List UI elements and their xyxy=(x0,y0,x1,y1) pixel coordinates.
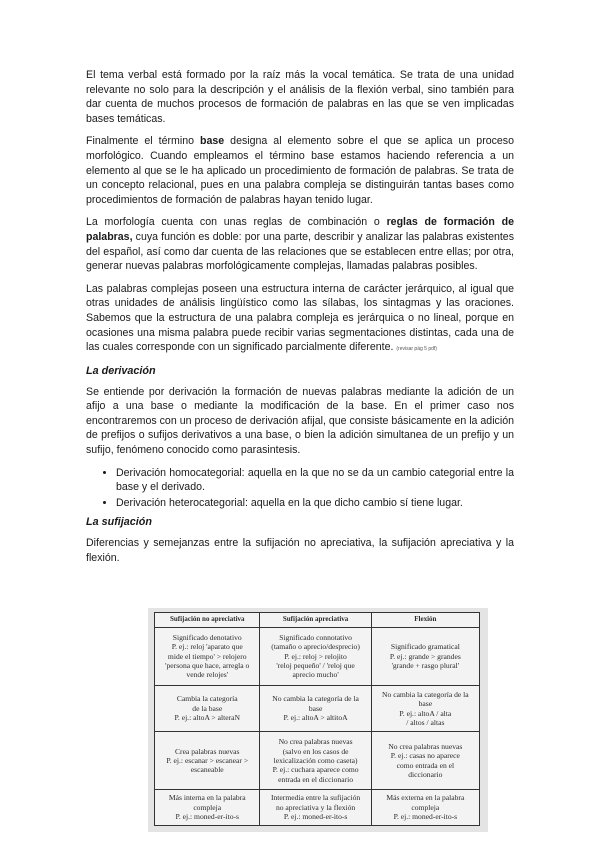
table-row xyxy=(155,628,480,686)
cell-line: P. ej.: moned-er-ito-s xyxy=(393,812,458,822)
cell-line: P. ej.: altoA > alteraN xyxy=(174,713,240,723)
paragraph-base xyxy=(86,134,514,207)
cell-line: vende relojes' xyxy=(186,670,229,680)
cell-line: base xyxy=(308,703,323,713)
text-run: La morfología cuenta con unas reglas de combinación o xyxy=(86,216,387,229)
table-cell xyxy=(371,628,479,686)
list-item: • Derivación homocategorial: aquella en la que no se da un cambio categorial entre la base y el derivado. xyxy=(116,466,514,495)
cell-line: / altos / altas xyxy=(406,717,445,727)
paragraph-diferencias: Diferencias y semejanzas entre la sufijación no apreciativa, la sufijación apreciativa y la flexión. xyxy=(86,537,514,565)
cell-line: compleja xyxy=(411,802,440,812)
text-run: designa al elemento sobre el que se aplica un proceso morfológico. Cuando empleamos el término base estamos haciendo referencia a un elemento al que se le ha aplicado un procedimiento de formación de palabras. Se trata de un concepto relacional, pues en una palabra compleja se distinguirán tantas bases como procedimientos de formación de palabras hayan tenido lugar. xyxy=(86,135,514,206)
cell-line: No cambia la categoría de la xyxy=(382,689,469,699)
comparison-table xyxy=(154,612,480,826)
table-row xyxy=(155,685,480,732)
term-base: base xyxy=(200,135,225,148)
cell-line: No crea palabras nuevas xyxy=(278,737,353,747)
cell-line: base xyxy=(418,699,433,709)
table-body xyxy=(155,628,480,826)
text-run: cuya función es doble: por una parte, describir y analizar las palabras existentes del español, así como dar cuenta de las relaciones que se establecen entre ellas; por otra, generar nuevas palabras morfológicamente complejas, llamadas palabras posibles. xyxy=(86,230,514,273)
cell-line: P. ej.: reloj > relojito xyxy=(284,651,347,661)
list-item: • Derivación heterocategorial: aquella en la que dicho cambio sí tiene lugar. xyxy=(116,496,514,511)
cell-line: Más interna en la palabra xyxy=(168,793,246,803)
paragraph-derivacion: Se entiende por derivación la formación de nuevas palabras mediante la adición de un afijo a una base o mediante la modificación de la base. En el primer caso nos encontraremos con un proceso de derivación afijal, que consiste básicamente en la adición de prefijos o sufijos derivativos a una base, o bien la adición simultanea de un prefijo y un sufijo, fenómeno conocido como parasintesis. xyxy=(86,385,514,457)
cell-line: P. ej.: altoA > altitoA xyxy=(283,713,348,723)
cell-line: no apreciativa y la flexión xyxy=(275,802,356,812)
cell-line: (tamaño o aprecio/desprecio) xyxy=(271,642,360,652)
heading-sufijacion: La sufijación xyxy=(86,516,152,529)
table-cell xyxy=(260,732,371,790)
column-header: Flexión xyxy=(371,613,479,628)
table-cell xyxy=(260,628,371,686)
heading-derivacion: La derivación xyxy=(86,364,156,377)
cell-line: Crea palabras nuevas xyxy=(174,746,240,756)
table-row xyxy=(155,732,480,790)
cell-line: 'grande + rasgo plural' xyxy=(391,661,460,671)
table-cell xyxy=(155,628,260,686)
table-cell xyxy=(155,685,260,732)
cell-line: P. ej.: reloj 'aparato que xyxy=(171,642,243,652)
bullet-list xyxy=(86,466,514,511)
cell-line: P. ej.: escanar > escanear > xyxy=(166,756,249,766)
table-cell xyxy=(155,732,260,790)
cell-line: P. ej.: moned-er-ito-s xyxy=(175,812,240,822)
document-body xyxy=(86,68,514,574)
cell-line: Significado connotativo xyxy=(279,632,352,642)
paragraph-palabras-complejas xyxy=(86,282,514,357)
cell-line: P. ej.: cuchara aparece como xyxy=(272,765,359,775)
paragraph-tema-verbal: El tema verbal está formado por la raíz más la vocal temática. Se trata de una unidad relevante no solo para la descripción y el análisis de la flexión verbal, sino también para dar cuenta de muchos procesos de formación de palabras en las que se ven implicadas bases temáticas. xyxy=(86,69,514,125)
revision-note: (revisar pág 5 pdf) xyxy=(396,346,437,353)
table-cell xyxy=(371,732,479,790)
cell-line: P. ej.: altoA / alta xyxy=(399,708,452,718)
table-header-row xyxy=(155,613,480,628)
cell-line: P. ej.: grande > grandes xyxy=(389,651,461,661)
column-header: Sufijación no apreciativa xyxy=(155,613,260,628)
cell-line: P. ej.: casas no aparece xyxy=(390,751,460,761)
cell-line: Más externa en la palabra xyxy=(386,793,465,803)
cell-line: Significado denotativo xyxy=(172,632,242,642)
cell-line: de la base xyxy=(192,703,223,713)
cell-line: Significado gramatical xyxy=(390,642,460,652)
table-cell xyxy=(371,790,479,826)
cell-line: No crea palabras nuevas xyxy=(388,741,463,751)
column-header: Sufijación apreciativa xyxy=(260,613,371,628)
cell-line: No cambia la categoría de la xyxy=(272,694,359,704)
cell-line: Intermedia entre la sufijación xyxy=(270,793,361,803)
cell-line: aprecio mucho' xyxy=(292,670,339,680)
table-cell xyxy=(260,790,371,826)
text-run: Finalmente el término xyxy=(86,135,201,148)
cell-line: P. ej.: moned-er-ito-s xyxy=(283,812,348,822)
cell-line: diccionario xyxy=(408,770,443,780)
cell-line: 'persona que hace, arregla o xyxy=(165,661,250,671)
cell-line: escaneable xyxy=(190,765,224,775)
cell-line: 'reloj pequeño' / 'reloj que xyxy=(276,661,355,671)
paragraph-reglas xyxy=(86,215,514,273)
cell-line: lexicalización como caseta) xyxy=(273,756,358,766)
term-reglas: reglas de formación de palabras, xyxy=(86,216,514,243)
cell-line: como entrada en el xyxy=(396,760,455,770)
cell-line: mide el tiempo' > relojero xyxy=(167,651,247,661)
cell-line: Cambia la categoría xyxy=(176,694,238,704)
text-run: Las palabras complejas poseen una estructura interna de carácter jerárquico, al igual que otras unidades de análisis lingüístico como las sílabas, los sintagmas y las oraciones. Sabemos que la estructura de una palabra compleja es jerárquica o no lineal, porque en ocasiones una misma palabra puede recibir varias segmentaciones distintas, cada una de las cuales corresponde con un significado parcialmente diferente. xyxy=(86,282,514,354)
table-cell xyxy=(260,685,371,732)
cell-line: entrada en el diccionario xyxy=(278,774,353,784)
cell-line: (salvo en los casos de xyxy=(282,746,349,756)
table-cell xyxy=(371,685,479,732)
table-row xyxy=(155,790,480,826)
table-cell xyxy=(155,790,260,826)
cell-line: compleja xyxy=(193,802,222,812)
comparison-table-image xyxy=(148,608,488,832)
